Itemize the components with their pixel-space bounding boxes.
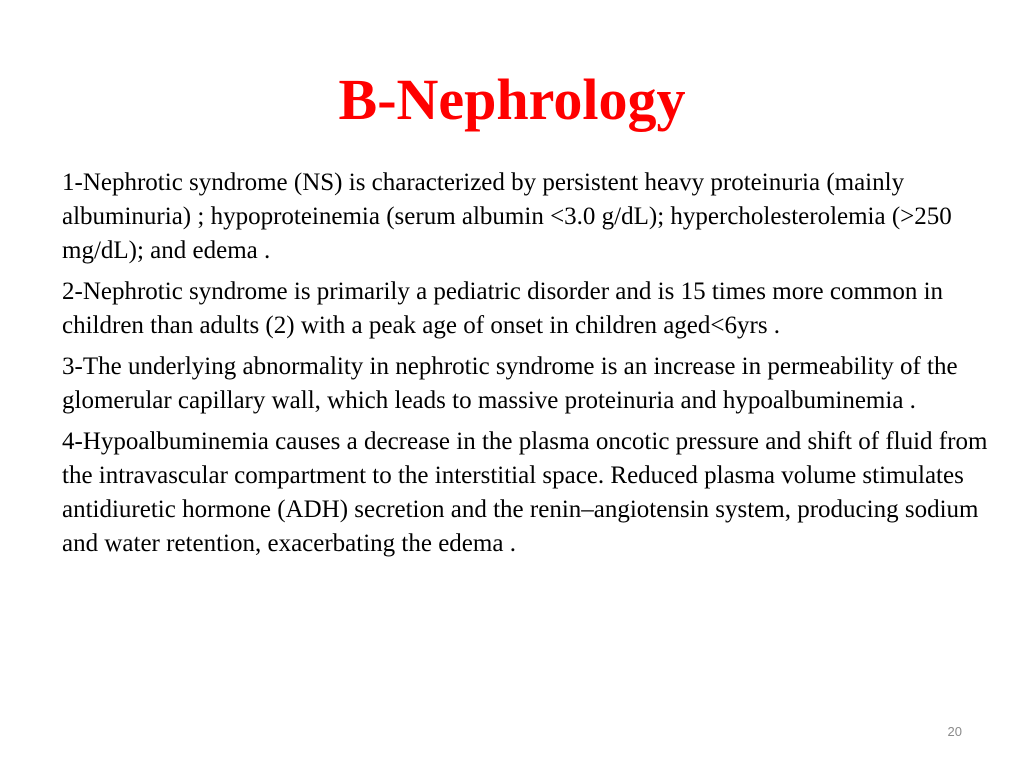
paragraph-2: 2-Nephrotic syndrome is primarily a pediatric disorder and is 15 times more common in children than adults (2) with a peak age of onset in children aged<6yrs .: [62, 278, 944, 339]
paragraph-3: 3-The underlying abnormality in nephrotic syndrome is an increase in permeability of the glomerular capillary wall, which leads to massive proteinuria and hypoalbuminemia .: [62, 353, 958, 414]
paragraph-1: 1-Nephrotic syndrome (NS) is characterized by persistent heavy proteinuria (mainly albuminuria) ; hypoproteinemia (serum albumin <3.0 g/dL); hypercholesterolemia (>250 mg/dL); and edema .: [62, 169, 952, 264]
page-number: 20: [947, 724, 962, 739]
slide-body: [62, 166, 992, 568]
slide-title: B-Nephrology: [338, 67, 686, 132]
paragraph-4: 4-Hypoalbuminemia causes a decrease in the plasma oncotic pressure and shift of fluid from the intravascular compartment to the interstitial space. Reduced plasma volume stimulates antidiuretic hormone (ADH) secretion and the renin–angiotensin system, producing sodium and water retention, exacerbating the edema .: [62, 428, 988, 557]
